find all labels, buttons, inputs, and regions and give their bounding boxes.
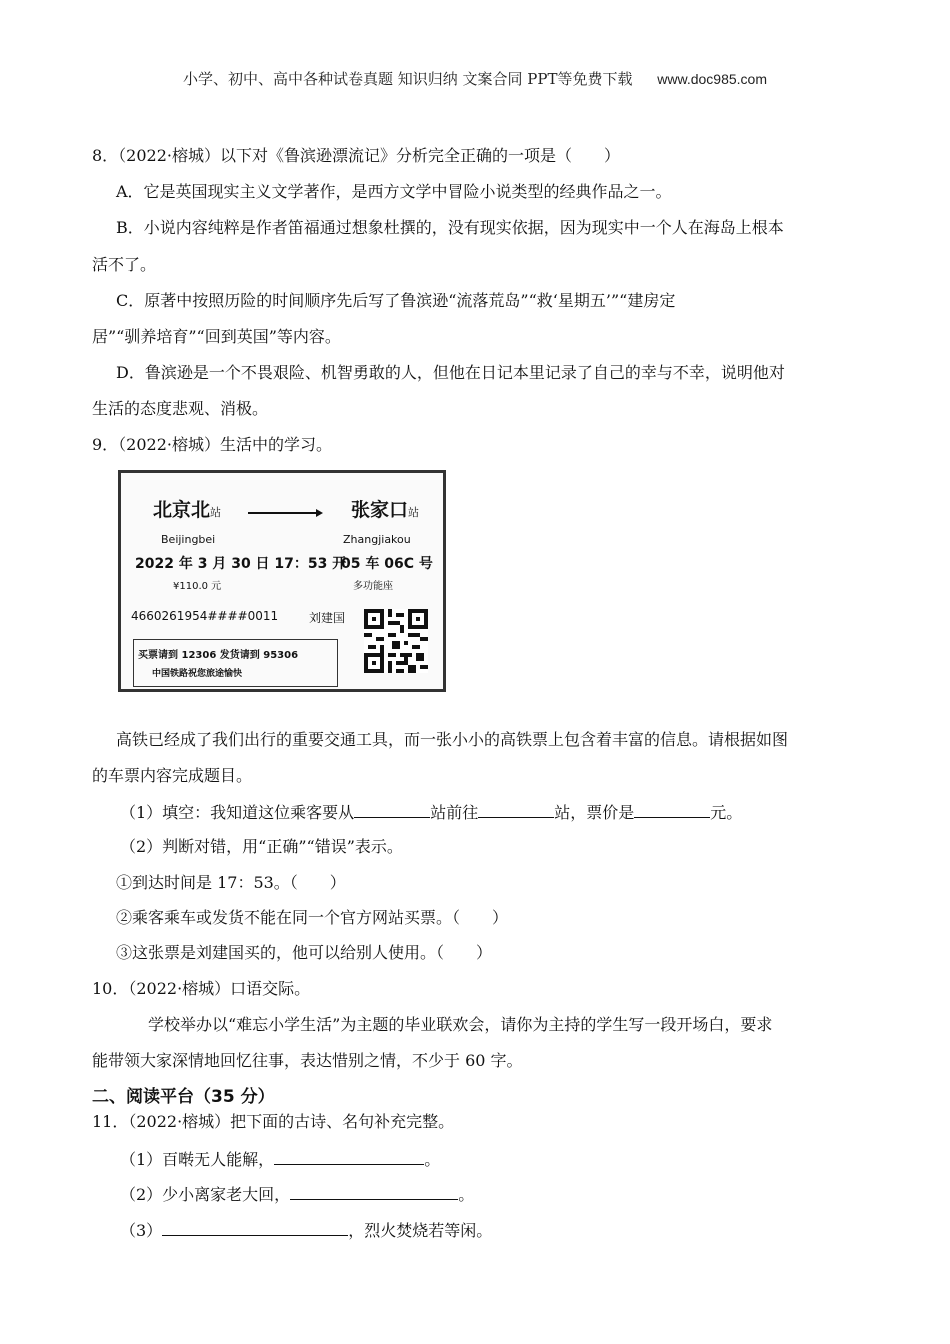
q11-item-1: （1）百啭无人能解， 。: [120, 1150, 441, 1169]
q8-option-c: C．原著中按照历险的时间顺序先后写了鲁滨逊“流落荒岛”“救‘星期五’”“建房定: [116, 291, 676, 310]
q11-stem: 11．（2022·榕城）把下面的古诗、名句补充完整。: [92, 1112, 455, 1131]
ticket-notice-line2: 中国铁路祝您旅途愉快: [152, 669, 243, 679]
header-url[interactable]: www.doc985.com: [657, 71, 767, 87]
qr-code-icon: [364, 609, 428, 673]
ticket-seat-type: 多功能座: [353, 581, 393, 592]
answer-blank-from[interactable]: [354, 801, 430, 818]
ticket-id-number: 4660261954####0011: [131, 609, 279, 623]
section-title: 二、阅读平台（35 分）: [92, 1087, 275, 1107]
q9-judge-2: ②乘客乘车或发货不能在同一个官方网站买票。（ ）: [116, 908, 509, 927]
q10-body: 学校举办以“难忘小学生活”为主题的毕业联欢会，请你为主持的学生写一段开场白，要求: [148, 1015, 773, 1034]
answer-blank-poem-1[interactable]: [274, 1148, 424, 1165]
q8-option-b-cont: 活不了。: [92, 255, 157, 274]
q9-judge-1: ①到达时间是 17：53。（ ）: [116, 873, 346, 892]
answer-blank-to[interactable]: [478, 801, 554, 818]
ticket-from-station: 北京北站: [153, 499, 222, 521]
ticket-to-pinyin: Zhangjiakou: [343, 533, 411, 546]
q9-part1: （1）填空：我知道这位乘客要从 站前往 站，票价是 元。: [120, 803, 743, 822]
page-header: [0, 68, 950, 89]
q8-option-d-cont: 生活的态度悲观、消极。: [92, 399, 269, 418]
ticket-passenger-name: 刘建国: [309, 611, 346, 625]
ticket-notice-box: [133, 639, 338, 687]
q9-judge-3: ③这张票是刘建国买的，他可以给别人使用。（ ）: [116, 943, 493, 962]
answer-blank-poem-3[interactable]: [162, 1219, 348, 1236]
q8-stem: 8．（2022·榕城）以下对《鲁滨逊漂流记》分析完全正确的一项是（ ）: [92, 146, 620, 165]
q9-intro: 高铁已经成了我们出行的重要交通工具，而一张小小的高铁票上包含着丰富的信息。请根据如图: [116, 730, 789, 749]
q9-intro-cont: 的车票内容完成题目。: [92, 766, 253, 785]
ticket-to-station: 张家口站: [351, 499, 420, 521]
q9-stem: 9．（2022·榕城）生活中的学习。: [92, 435, 332, 454]
answer-blank-poem-2[interactable]: [290, 1183, 458, 1200]
q8-option-a: A．它是英国现实主义文学著作，是西方文学中冒险小说类型的经典作品之一。: [116, 182, 672, 201]
ticket-from-pinyin: Beijingbei: [161, 533, 216, 546]
q10-stem: 10．（2022·榕城）口语交际。: [92, 979, 311, 998]
q9-part2: （2）判断对错，用“正确”“错误”表示。: [120, 837, 403, 856]
ticket-seat: 05 车 06C 号: [341, 556, 433, 572]
header-text: 小学、初中、高中各种试卷真题 知识归纳 文案合同 PPT等免费下载: [183, 70, 633, 88]
ticket-arrow-icon: [248, 509, 323, 517]
ticket-price: ¥110.0 元: [173, 581, 222, 592]
q11-item-3: （3） ，烈火焚烧若等闲。: [120, 1221, 493, 1240]
q8-option-d: D．鲁滨逊是一个不畏艰险、机智勇敢的人，但他在日记本里记录了自己的幸与不幸，说明他对: [116, 363, 785, 382]
q8-option-c-cont: 居”“驯养培育”“回到英国”等内容。: [92, 327, 341, 346]
ticket-datetime: 2022 年 3 月 30 日 17：53 开: [135, 556, 347, 572]
q11-item-2: （2）少小离家老大回， 。: [120, 1185, 475, 1204]
q8-option-b: B．小说内容纯粹是作者笛福通过想象杜撰的，没有现实依据，因为现实中一个人在海岛上根本: [116, 218, 784, 237]
train-ticket-image: [118, 470, 446, 692]
answer-blank-price[interactable]: [634, 801, 710, 818]
q10-body-cont: 能带领大家深情地回忆往事，表达惜别之情，不少于 60 字。: [92, 1051, 523, 1070]
ticket-notice-line1: 买票请到 12306 发货请到 95306: [138, 650, 299, 661]
